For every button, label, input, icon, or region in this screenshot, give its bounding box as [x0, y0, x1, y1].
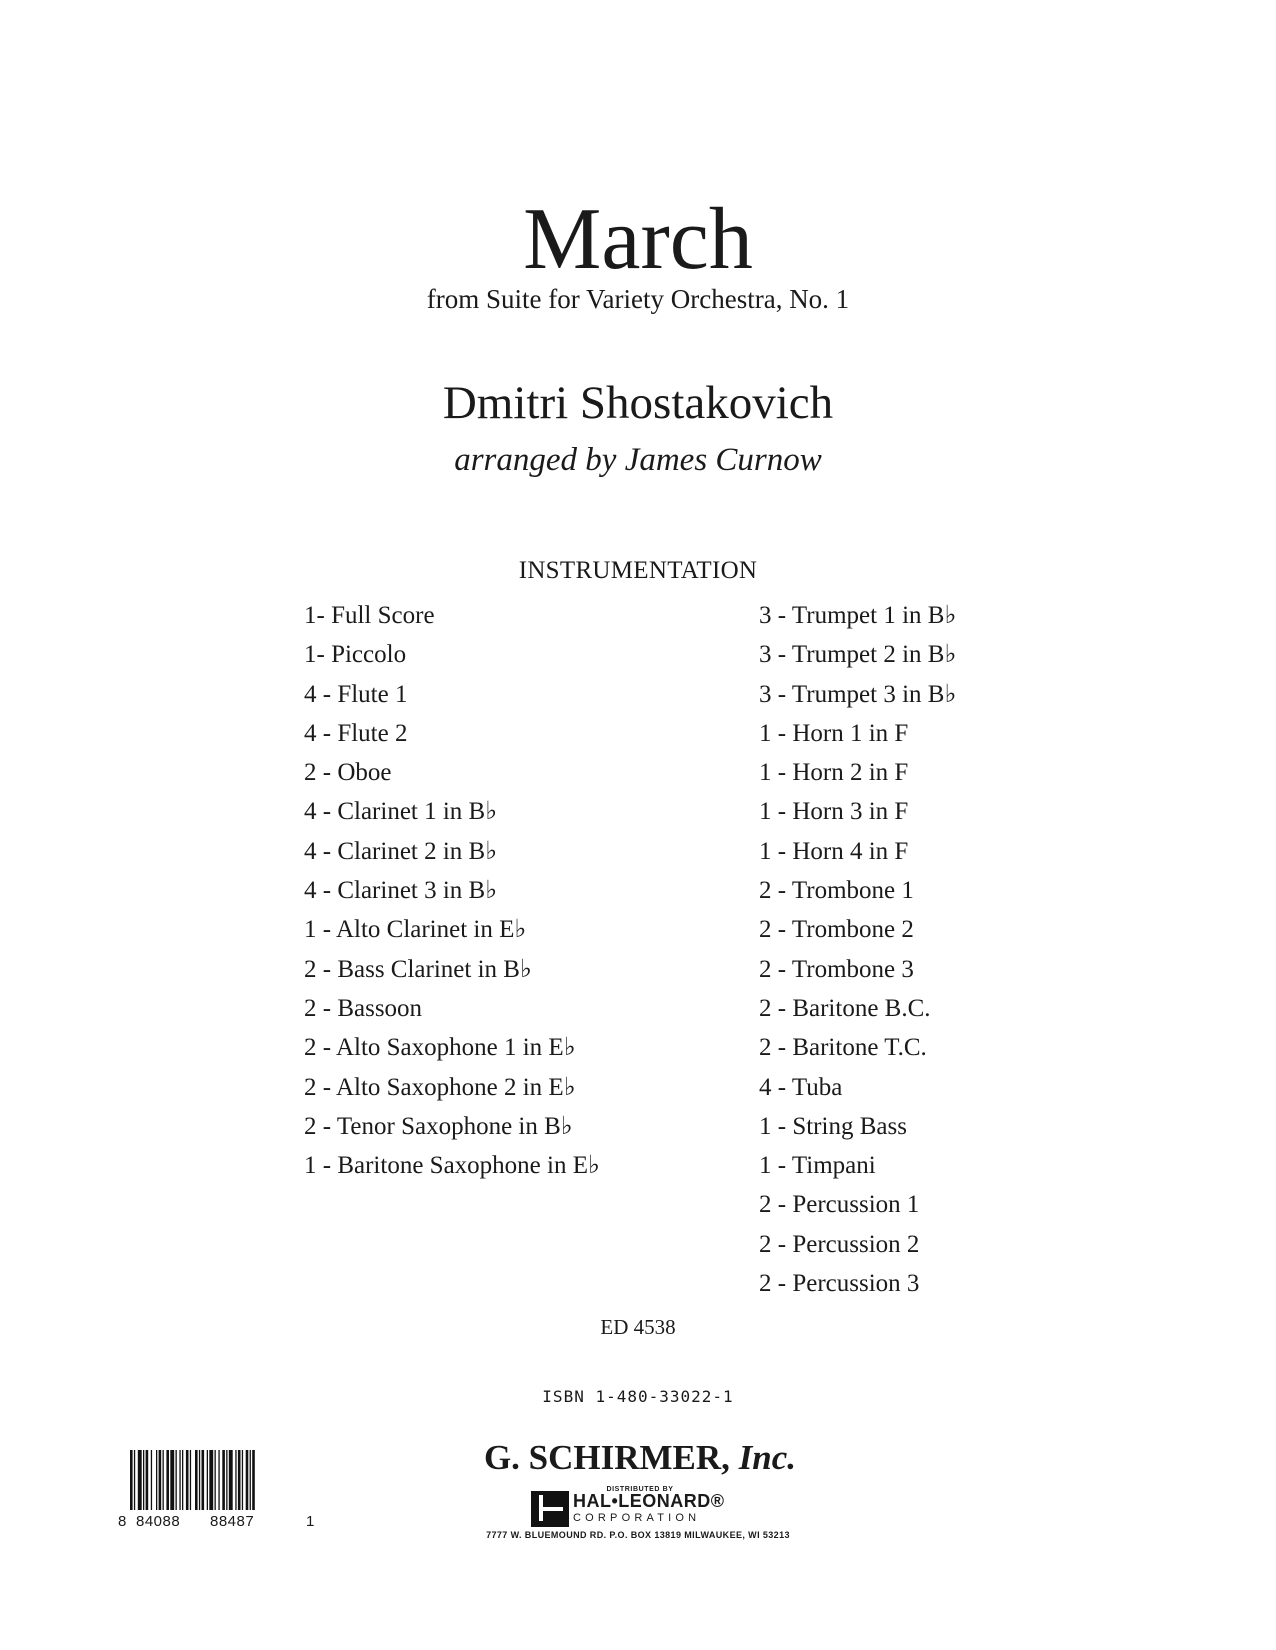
instrument-item: 1 - Timpani	[759, 1152, 876, 1180]
instrument-item: 1 - Horn 1 in F	[759, 719, 909, 747]
instrument-item: 4 - Flute 1	[304, 680, 408, 708]
instrument-list-left	[304, 596, 600, 1185]
instrument-item: 2 - Trombone 1	[759, 877, 914, 905]
instrument-item: 3 - Trumpet 3 in B♭	[759, 680, 957, 708]
instrument-item: 2 - Baritone T.C.	[759, 1034, 927, 1062]
instrument-item: 2 - Bassoon	[304, 994, 423, 1022]
isbn: ISBN 1-480-33022-1	[542, 1387, 734, 1406]
instrument-item: 2 - Oboe	[304, 759, 392, 787]
instrument-item: 1 - String Bass	[759, 1112, 907, 1140]
instrument-item: 2 - Percussion 2	[759, 1230, 920, 1258]
instrument-item: 2 - Trombone 3	[759, 955, 914, 983]
publisher-name	[440, 1437, 840, 1479]
arranger-credit: arranged by James Curnow	[454, 442, 822, 478]
instrument-item: 1 - Horn 2 in F	[759, 759, 909, 787]
title: March	[523, 191, 753, 288]
instrument-item: 1- Piccolo	[304, 641, 407, 669]
instrument-item: 2 - Trombone 2	[759, 916, 914, 944]
instrument-item: 3 - Trumpet 2 in B♭	[759, 641, 957, 669]
barcode-right-group: 88487	[210, 1513, 255, 1530]
instrumentation-heading: INSTRUMENTATION	[518, 557, 758, 584]
barcode-left-group: 84088	[136, 1513, 181, 1530]
barcode-first-digit: 8	[118, 1513, 127, 1530]
barcode-last-digit: 1	[306, 1513, 315, 1530]
instrument-item: 2 - Baritone B.C.	[759, 994, 931, 1022]
instrument-item: 2 - Tenor Saxophone in B♭	[304, 1112, 573, 1140]
hal-leonard-logo	[531, 1491, 751, 1527]
instrument-item: 2 - Percussion 3	[759, 1270, 920, 1298]
instrument-item: 4 - Clarinet 2 in B♭	[304, 837, 498, 865]
composer-name: Dmitri Shostakovich	[442, 377, 834, 429]
subtitle: from Suite for Variety Orchestra, No. 1	[426, 284, 850, 314]
barcode-icon	[130, 1450, 300, 1510]
instrument-item: 4 - Tuba	[759, 1073, 843, 1101]
distributor-name: HAL•LEONARD®	[573, 1491, 725, 1511]
distributed-by-label: DISTRIBUTED BY	[606, 1486, 674, 1493]
hal-leonard-mark-icon	[531, 1491, 569, 1527]
publisher-suffix: Inc.	[738, 1438, 797, 1477]
publisher-name-text: G. SCHIRMER,	[483, 1438, 730, 1477]
instrument-item: 1 - Baritone Saxophone in E♭	[304, 1152, 600, 1180]
instrument-item: 1 - Horn 3 in F	[759, 798, 909, 826]
instrument-item: 3 - Trumpet 1 in B♭	[759, 602, 957, 629]
instrument-item: 2 - Alto Saxophone 2 in E♭	[304, 1073, 576, 1101]
edition-number: ED 4538	[600, 1315, 676, 1339]
instrument-item: 4 - Clarinet 3 in B♭	[304, 877, 498, 905]
instrument-item: 2 - Bass Clarinet in B♭	[304, 955, 532, 983]
instrument-list-right	[759, 596, 956, 1303]
instrument-item: 1- Full Score	[304, 602, 435, 629]
instrument-item: 1 - Horn 4 in F	[759, 837, 909, 865]
instrument-item: 2 - Alto Saxophone 1 in E♭	[304, 1034, 576, 1062]
instrument-item: 4 - Flute 2	[304, 719, 408, 747]
instrument-item: 4 - Clarinet 1 in B♭	[304, 798, 498, 826]
instrument-item: 2 - Percussion 1	[759, 1191, 920, 1219]
distributor-address: 7777 W. BLUEMOUND RD. P.O. BOX 13819 MILWAUKEE, WI 53213	[486, 1530, 790, 1540]
instrument-item: 1 - Alto Clarinet in E♭	[304, 916, 527, 944]
distributor-corporation: CORPORATION	[573, 1512, 701, 1524]
